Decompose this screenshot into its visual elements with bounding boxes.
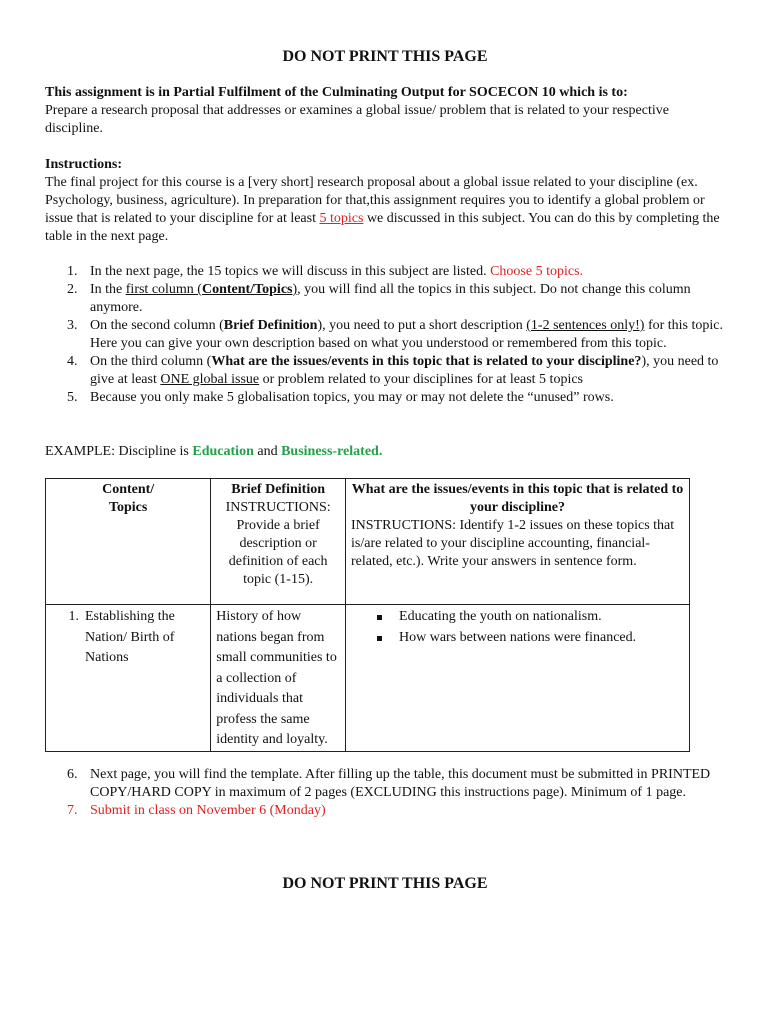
- issues-list: [351, 607, 684, 648]
- header-text: Topics: [108, 500, 148, 515]
- list-text: for this topic. Here you can give your own description based on what you understood or remembered from this topic.: [90, 318, 723, 351]
- list-number: 4.: [67, 354, 78, 369]
- cell-topic: [46, 605, 211, 752]
- list-text: or problem related to your disciplines for at least 5 topics: [259, 372, 583, 387]
- topic-number: 1.: [68, 609, 79, 624]
- list-item: [45, 281, 725, 317]
- list-item: [45, 353, 725, 389]
- intro-text: Prepare a research proposal that addresses or examines a global issue/ problem that is related to your respective discipline.: [45, 103, 669, 136]
- intro-section: [45, 84, 725, 138]
- topic-entry: [51, 607, 205, 669]
- instructions-text-a: The final project for this course is a [very short] research proposal about a global issue related to your discipline (ex. Psychology, business, agriculture). In preparation for that,this assignment requires you to identify a global problem or issue that is related to your discipline for at least: [45, 175, 705, 226]
- instructions-label: Instructions:: [45, 157, 123, 172]
- deadline-text: Submit in class on November 6 (Monday): [90, 803, 326, 818]
- example-connector: and: [253, 444, 282, 459]
- list-number: 5.: [67, 390, 78, 405]
- list-item-deadline: [45, 802, 725, 820]
- example-table: [45, 478, 690, 752]
- instructions-section: [45, 156, 725, 246]
- list-text-underlined: [126, 282, 297, 297]
- list-text: ), you need to put a short description: [317, 318, 527, 333]
- list-text: Because you only make 5 globalisation topics, you may or may not delete the “unused” rows.: [90, 390, 614, 405]
- instructions-topics-link: 5 topics: [319, 211, 364, 226]
- topic-text: Establishing the Nation/ Birth of Nations: [85, 609, 175, 665]
- header-instructions: INSTRUCTIONS: Provide a brief description or definition of each topic (1-15).: [225, 500, 331, 587]
- instructions-text: [45, 174, 725, 246]
- header-instructions: INSTRUCTIONS: Identify 1-2 issues on these topics that is/are related to your discipline accounting, financial-related, etc.). Write your answers in sentence form.: [351, 518, 675, 569]
- list-text-underlined: ONE global issue: [160, 372, 260, 387]
- list-item: [45, 766, 725, 802]
- list-number: 3.: [67, 318, 78, 333]
- list-item: [45, 263, 725, 281]
- example-line: [45, 443, 725, 461]
- list-text: In the: [90, 282, 126, 297]
- list-text: ), you need to give at least: [90, 354, 719, 387]
- issue-item: How wars between nations were financed.: [351, 628, 684, 649]
- cell-definition: [211, 605, 346, 752]
- example-discipline-2: Business-related.: [281, 444, 383, 459]
- list-number: 1.: [67, 264, 78, 279]
- example-prefix: EXAMPLE: Discipline is: [45, 444, 193, 459]
- list-number: 2.: [67, 282, 78, 297]
- list-item: [45, 389, 725, 407]
- list-number: 6.: [67, 767, 78, 782]
- table-header-row: [46, 479, 690, 605]
- list-text-bold: Brief Definition: [223, 318, 318, 333]
- table-row: [46, 605, 690, 752]
- page-heading-top: DO NOT PRINT THIS PAGE: [282, 48, 488, 65]
- header-text: Content/: [102, 482, 155, 497]
- list-text-bold: What are the issues/events in this topic that is related to your discipline?: [211, 354, 642, 369]
- header-content-topics: [46, 479, 211, 605]
- intro-bold-line: This assignment is in Partial Fulfilment of the Culminating Output for SOCECON 10 which is to:: [45, 85, 628, 100]
- instruction-list: [45, 263, 725, 407]
- definition-text: History of how nations began from small communities to a collection of individuals that profess the same identity and loyalty.: [216, 609, 337, 747]
- cell-issues: [346, 605, 690, 752]
- list-text: In the next page, the 15 topics we will discuss in this subject are listed.: [90, 264, 491, 279]
- choose-topics-note: Choose 5 topics.: [490, 264, 584, 279]
- list-text: On the second column (: [90, 318, 224, 333]
- header-brief-definition: [211, 479, 346, 605]
- list-text-bold: Content/Topics: [201, 282, 293, 297]
- header-text: Brief Definition: [231, 482, 325, 497]
- list-item: [45, 317, 725, 353]
- issue-item: Educating the youth on nationalism.: [351, 607, 684, 628]
- instructions-text-b: we discussed in this subject. You can do this by completing the table in the next page.: [45, 211, 720, 244]
- list-text: Next page, you will find the template. After filling up the table, this document must be submitted in PRINTED COPY/HARD COPY in maximum of 2 pages (EXCLUDING this instructions page). Minimum of 1 page.: [90, 767, 711, 800]
- list-text: ): [292, 282, 298, 297]
- list-text: first column (: [125, 282, 202, 297]
- example-discipline-1: Education: [192, 444, 254, 459]
- list-text: On the third column (: [90, 354, 212, 369]
- instruction-list-continued: [45, 766, 725, 820]
- list-text-underlined: (1-2 sentences only!): [526, 318, 645, 333]
- header-text: What are the issues/events in this topic that is related to your discipline?: [351, 482, 684, 515]
- header-issues: [346, 479, 690, 605]
- list-text: , you will find all the topics in this subject. Do not change this column anymore.: [90, 282, 691, 315]
- list-number: 7.: [67, 803, 78, 818]
- page-heading-bottom: DO NOT PRINT THIS PAGE: [282, 875, 488, 892]
